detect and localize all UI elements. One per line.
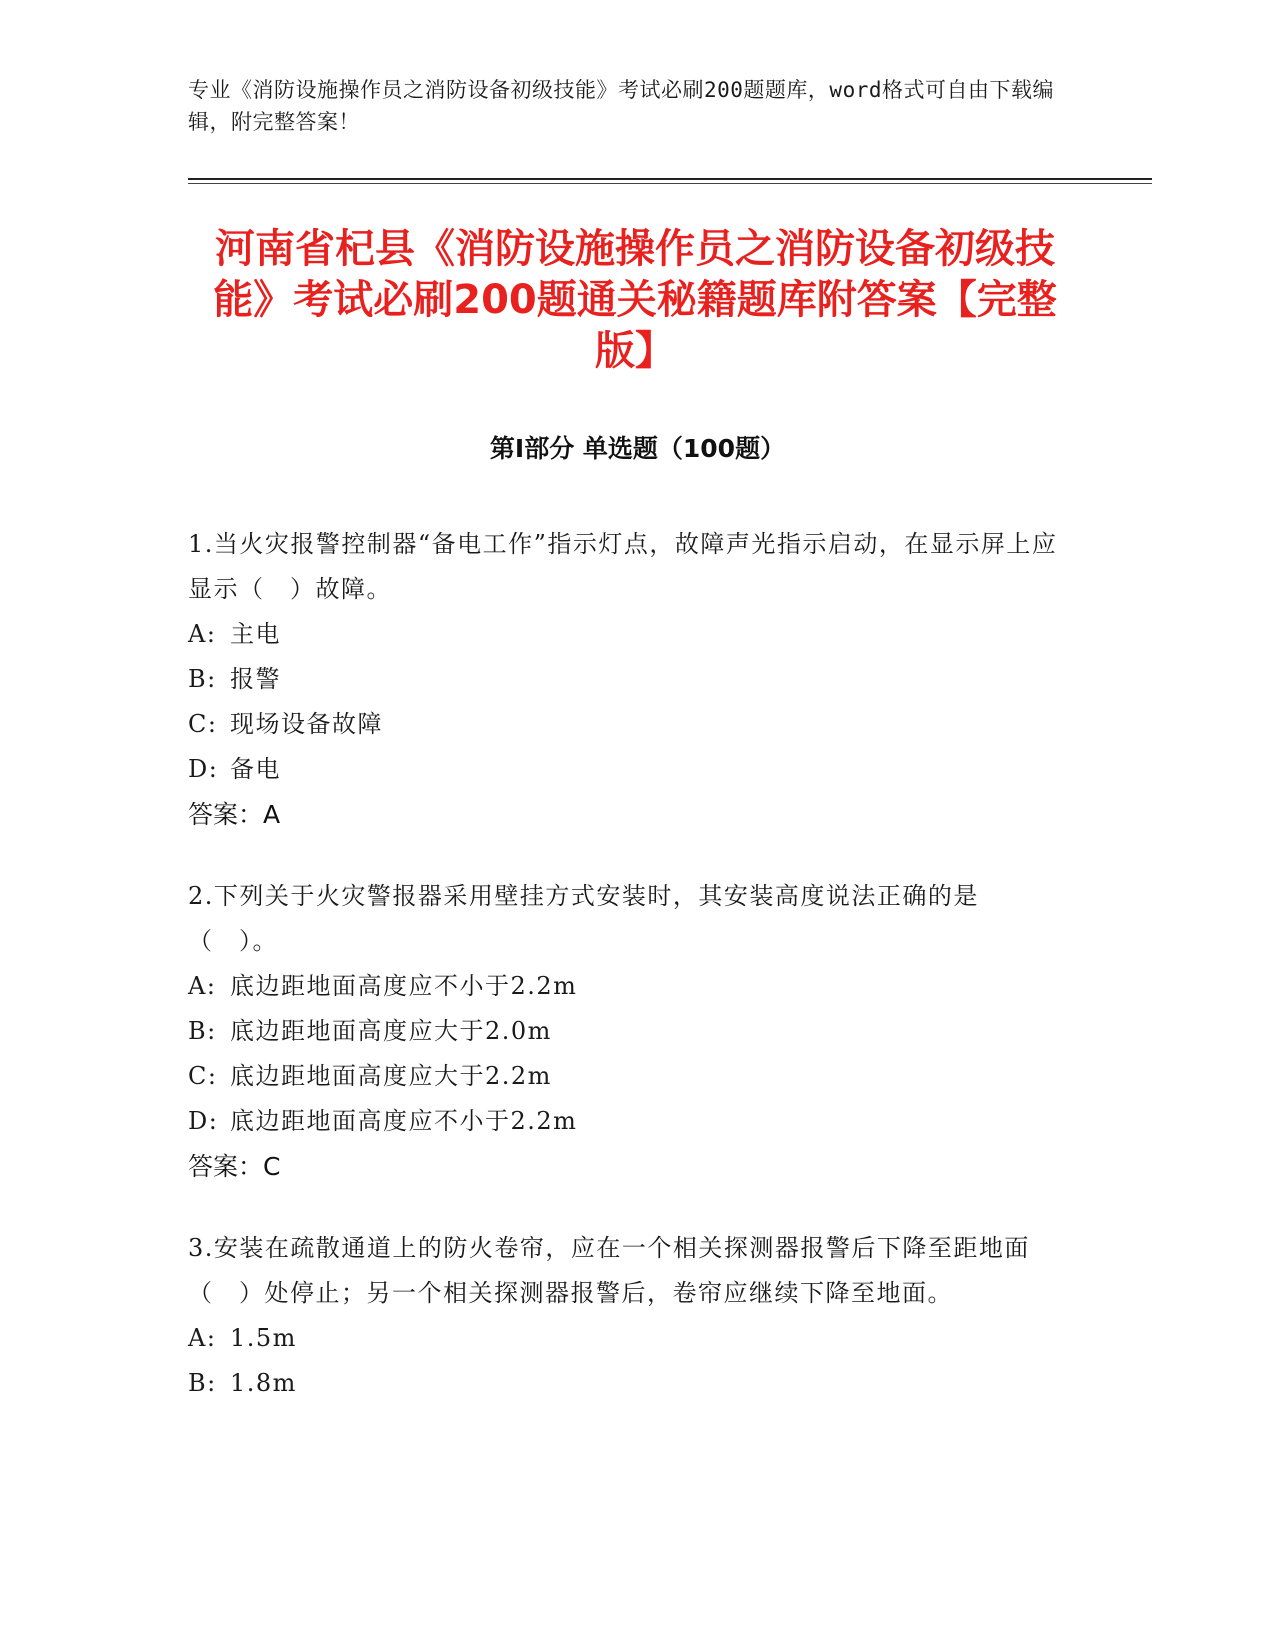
option-key: A: xyxy=(188,620,217,648)
option-key: A: xyxy=(188,1324,217,1352)
option-a xyxy=(188,612,1068,657)
question-1 xyxy=(188,522,1068,838)
option-key: C: xyxy=(188,1062,218,1090)
option-text: 1.8m xyxy=(230,1369,297,1397)
option-text: 底边距地面高度应大于2.2m xyxy=(230,1062,552,1090)
option-b xyxy=(188,1009,1068,1054)
question-3 xyxy=(188,1226,1068,1406)
option-a xyxy=(188,1316,1068,1361)
option-text: 现场设备故障 xyxy=(230,710,383,738)
option-key: B: xyxy=(188,1017,217,1045)
option-key: C: xyxy=(188,710,218,738)
option-key: B: xyxy=(188,1369,217,1397)
question-stem: 3.安装在疏散通道上的防火卷帘，应在一个相关探测器报警后下降至距地面（ ）处停止；另一个相关探测器报警后，卷帘应继续下降至地面。 xyxy=(188,1234,1030,1307)
option-a xyxy=(188,964,1068,1009)
option-text: 底边距地面高度应不小于2.2m xyxy=(230,1107,578,1135)
header-note: 专业《消防设施操作员之消防设备初级技能》考试必刷200题题库，word格式可自由下载编辑，附完整答案！ xyxy=(188,78,1054,134)
option-key: D: xyxy=(188,755,219,783)
option-text: 报警 xyxy=(230,665,281,693)
option-key: D: xyxy=(188,1107,219,1135)
answer-line: 答案：C xyxy=(188,1152,281,1181)
section-heading: 第Ⅰ部分 单选题（100题） xyxy=(489,434,786,463)
option-text: 1.5m xyxy=(230,1324,297,1352)
option-text: 备电 xyxy=(230,755,281,783)
option-text: 底边距地面高度应不小于2.2m xyxy=(230,972,578,1000)
option-b xyxy=(188,1361,1068,1406)
option-c xyxy=(188,1054,1068,1099)
option-key: A: xyxy=(188,972,217,1000)
option-d xyxy=(188,747,1068,792)
question-stem: 2.下列关于火灾警报器采用壁挂方式安装时，其安装高度说法正确的是（ ）。 xyxy=(188,882,979,955)
answer-line: 答案：A xyxy=(188,800,281,829)
option-b xyxy=(188,657,1068,702)
option-d xyxy=(188,1099,1068,1144)
option-text: 底边距地面高度应大于2.0m xyxy=(230,1017,552,1045)
option-key: B: xyxy=(188,665,217,693)
header-divider-thick xyxy=(188,178,1152,180)
question-2 xyxy=(188,874,1068,1190)
option-c xyxy=(188,702,1068,747)
question-list xyxy=(188,522,1068,1442)
question-stem: 1.当火灾报警控制器“备电工作”指示灯点，故障声光指示启动，在显示屏上应显示（ ）故障。 xyxy=(188,530,1058,603)
option-text: 主电 xyxy=(230,620,281,648)
header-divider-thin xyxy=(188,183,1152,184)
document-title: 河南省杞县《消防设施操作员之消防设备初级技能》考试必刷200题通关秘籍题库附答案【完整版】 xyxy=(213,226,1057,374)
